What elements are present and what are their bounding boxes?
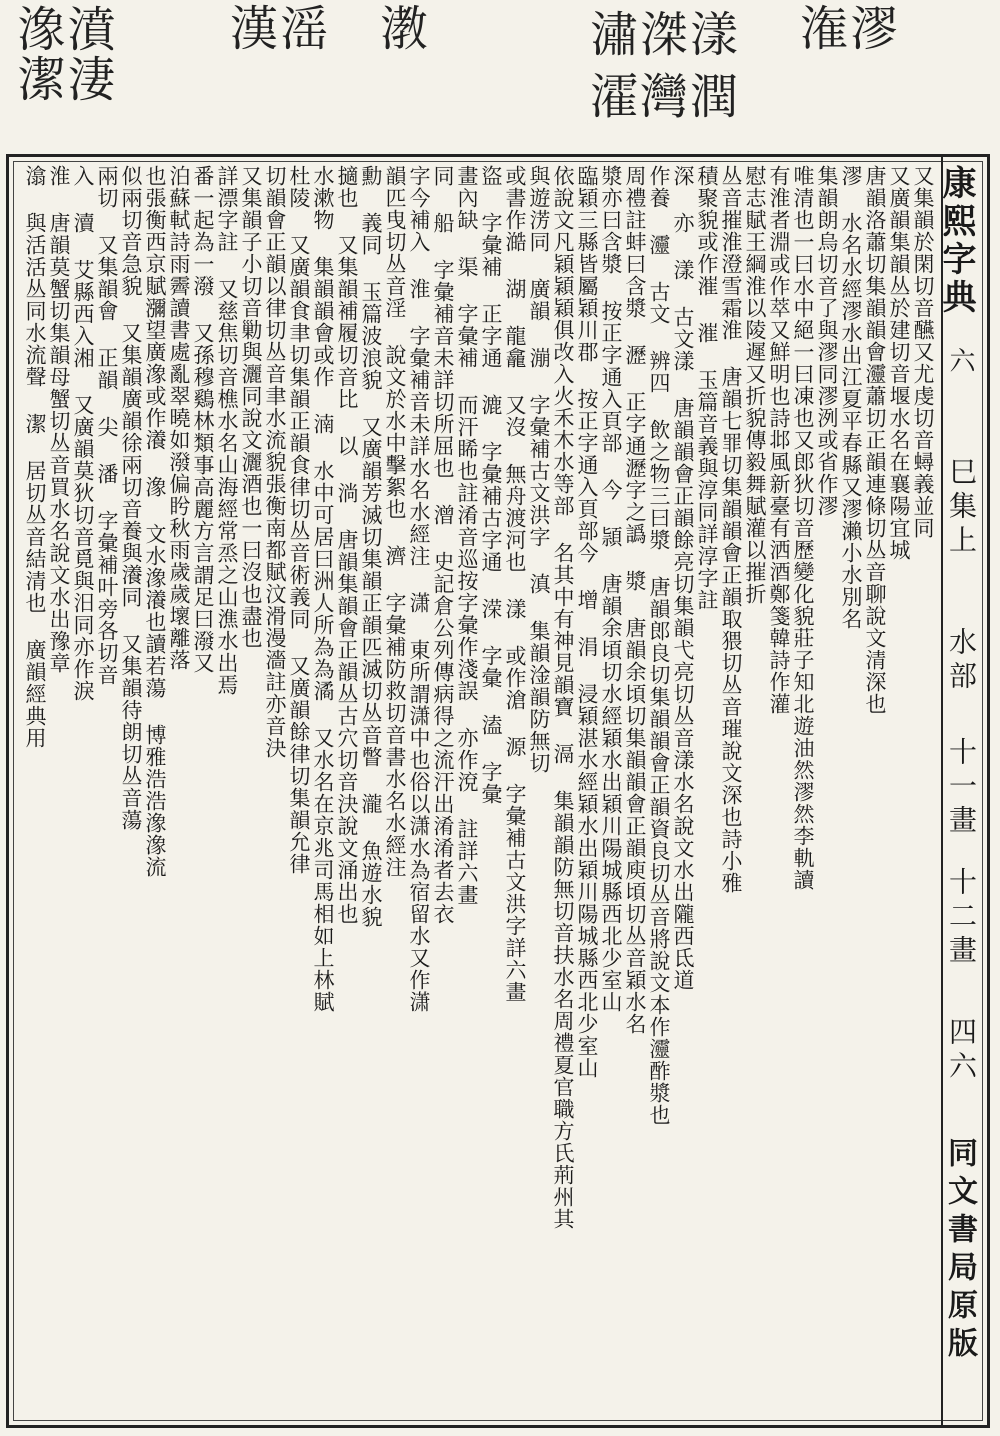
text-column: 又集韻於閑切音醼又尤虔切音蟳義並同 — [911, 165, 935, 539]
text-column: 丛音摧淮澄雪霜淮 唐韻七罪切集韻韻會正韻取猥切丛音璀說文深也詩小雅 — [719, 165, 743, 894]
text-column: 有淮者淵或作萃又鮮明也詩邶風新臺有洒酒鄭箋韓詩作灌 — [767, 165, 791, 715]
book-title: 康熙字典 — [936, 165, 976, 317]
text-column: 同 船 字彙補音未詳切所屈也 潧 史記倉公列傳病得之流汗出淆淆者去衣 — [431, 165, 455, 925]
text-column: 字今補入 淮 字彙補音未詳水名水經注 潇 東所謂潇中也俗以潇水為宿留水又作潇 — [407, 165, 431, 1013]
text-column: 盜 字彙補 正字通 漉 字彙補古字通 溁 字彙 溘 字彙 — [479, 165, 503, 805]
seal-glyph-3: 漢滛 — [230, 1, 331, 57]
text-column: 韻匹曳切丛音淫 說文於水中擊絮也 濟 字彙補防救切音書水名水經注 — [383, 165, 407, 878]
text-column: 又集韻子小切音勦與灑同說文灑酒也一曰沒也盡也 — [239, 165, 263, 649]
text-column: 也張衡西京賦瀰望廣潒或作瀁 潒 文水潒瀁也讀若蕩 博雅浩浩潒潒流 — [143, 165, 167, 878]
text-column: 唯清也一曰水中絕一曰凍也又郎狄切音歷變化貌莊子知北遊油然漻然李軌讀 — [791, 165, 815, 891]
text-column: 集韻朗烏切音了與漻同漻洌或省作漻 — [815, 165, 839, 517]
seal-glyph-5: 潚滐漾 瀖灣潤 — [590, 7, 741, 125]
text-column: 兩切 又集韻會 正韻 尖 潘 字彙補叶旁各切音 — [95, 165, 119, 686]
publisher-label: 同文書局原版 — [942, 1137, 977, 1365]
page-frame — [6, 154, 990, 1428]
seal-script-header — [0, 0, 1000, 150]
fishtail-number: 六 — [945, 347, 975, 373]
text-column: 與遊淓同 廣韻 漰 字彙補古文洪字 滇 集韻淦韻防無切 — [527, 165, 551, 774]
text-column: 詳漂字註 又慈焦切音樵水名山海經常烝之山潐水出焉 — [215, 165, 239, 696]
section-label: 巳集上 — [945, 457, 978, 559]
text-column: 似兩切音急貌 又集韻廣韻徐兩切音養與瀁同 又集韻待朗切丛音蕩 — [119, 165, 143, 831]
text-column: 作養 𤅷 古文 辨四 飲之物三曰漿 唐韻郎良切集韻韻會正韻資良切丛音將說文本作𤅷酢漿也 — [647, 165, 671, 1126]
text-column: 漻 水名水經漻水出江夏平春縣又漻瀨小水別名 — [839, 165, 863, 630]
page-number: 四六 — [945, 1017, 978, 1085]
text-column: 畫內缺 渠 字彙補 而汗睎也註淆音巡按字彙作淺誤 亦作渷 註詳六畫 — [455, 165, 479, 906]
text-column: 擿也 又集韻補履切音比 以 淌 唐韻集韻會正韻丛古穴切音決說文涌出也 — [335, 165, 359, 925]
text-column: 慰志賦王綱淮以陵遲又折貌傳毅舞賦灌以摧折 — [743, 165, 767, 605]
text-column: 周禮註蚌曰含漿 瀝 正字通瀝字之譌 漿 唐韻余頃切集韻韻會正韻庾頃切丛音穎水名 — [623, 165, 647, 1035]
text-column: 唐韻洛蕭切集韻韻會𤅷蕭切正韻連條切丛音聊說文清深也 — [863, 165, 887, 715]
text-column: 水漱物 集韻韻會或作 湳 水中可居曰洲人所為為潏 又水名在京兆司馬相如上林賦 — [311, 165, 335, 1013]
text-column: 積聚貌或作漼 漼 玉篇音義與淳同詳淳字註 — [695, 165, 719, 611]
seal-glyph-6: 潅漻 — [800, 1, 901, 57]
seal-glyph-1: 濆淒潒潔 — [9, 4, 115, 104]
margin-header — [936, 157, 987, 1425]
text-column: 又廣韻集韻丛於建切音堰水名在襄陽宜城 — [887, 165, 911, 561]
stroke-count-1: 十一畫 — [945, 737, 978, 839]
text-column: 入 瀆 艾縣西入湘 又廣韻莫狄切音覓與汨同亦作淚 — [71, 165, 95, 702]
text-column: 淮 唐韻莫蟹切集韻母蟹切丛音買水名說文水出豫章 — [47, 165, 71, 674]
text-column: 切韻會正韻以律切丛音聿水流貌張衡南都賦汶滑漫濇註亦音決 — [263, 165, 287, 759]
text-column: 勳 義同 玉篇波浪貌 又廣韻芳滅切集韻正韻匹滅切丛音瞥 瀧 魚遊水貌 — [359, 165, 383, 928]
text-column: 漿亦曰含漿 按正字通入頁部 今 頴 唐韻余頃切水經穎水出穎川陽城縣西北少室山 — [599, 165, 623, 1013]
text-column: 或書作澔 湖 龍龕 又沒 無舟渡河也 漾 或作滄 源 字彙補古文洪字詳六畫 — [503, 165, 527, 1003]
text-column: 番一起為一潑 又孫穆鷄林類事高麗方言謂足曰潑又 — [191, 165, 215, 674]
text-column: 潝 與活活丛同水流聲 潔 居切丛音結清也 廣韻經典用 — [23, 165, 47, 749]
seal-glyph-4: 漖 — [380, 1, 431, 57]
text-column: 杜陵 又廣韻食聿切集韻正韻食律切丛音術義同 又廣韻餘律切集韻允律 — [287, 165, 311, 875]
text-column: 泊蘇軾詩雨霽讀書處亂翠曉如潑偏盻秋雨歲歲壞離落 — [167, 165, 191, 671]
text-column: 臨穎三縣皆屬穎川郡 按正字通入頁部今 增 涓 浸穎湛水經穎水出穎川陽城縣西北少室山 — [575, 165, 599, 1079]
dictionary-body — [17, 165, 935, 1417]
text-column: 深 亦 漾 古文漾 唐韻韻會正韻餘亮切集韻弋亮切丛音漾水名說文水出隴西氐道 — [671, 165, 695, 991]
text-column: 依說文凡穎穎穎俱改入火禾木水等部 名其中有神見韻寶 滆 集韻韻防無切音扶水名周禮夏官職方氏荊州其 — [551, 165, 575, 1230]
stroke-count-2: 十二畫 — [945, 867, 978, 969]
radical-label: 水部 — [945, 627, 978, 695]
